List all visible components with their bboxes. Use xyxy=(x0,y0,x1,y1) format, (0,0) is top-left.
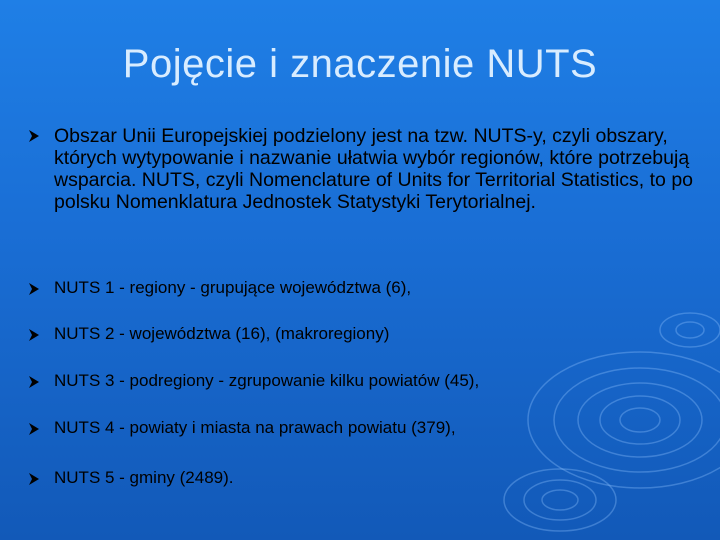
arrowhead-bullet-icon xyxy=(28,422,40,436)
bullet-text: NUTS 2 - województwa (16), (makroregiony) xyxy=(54,324,390,343)
arrowhead-bullet-icon xyxy=(28,282,40,296)
slide-title: Pojęcie i znaczenie NUTS xyxy=(122,42,598,86)
arrowhead-bullet-icon xyxy=(28,328,40,342)
bullet-text: NUTS 1 - regiony - grupujące województwa (6), xyxy=(54,278,412,297)
arrowhead-bullet-icon xyxy=(28,472,40,486)
bullet-text: NUTS 5 - gminy (2489). xyxy=(54,468,234,487)
arrowhead-bullet-icon xyxy=(28,129,40,143)
bullet-text: NUTS 4 - powiaty i miasta na prawach powiatu (379), xyxy=(54,418,456,437)
bullet-text: Obszar Unii Europejskiej podzielony jest na tzw. NUTS-y, czyli obszary, których wytypowanie i nazwanie ułatwia wybór regionów, które potrzebują wsparcia. NUTS, czyli Nomenclature of Units for Territorial Statistics, to po polsku Nomenklatura Jednostek Statystyki Terytorialnej. xyxy=(54,125,694,213)
bullet-text: NUTS 3 - podregiony - zgrupowanie kilku powiatów (45), xyxy=(54,371,480,390)
arrowhead-bullet-icon xyxy=(28,375,40,389)
